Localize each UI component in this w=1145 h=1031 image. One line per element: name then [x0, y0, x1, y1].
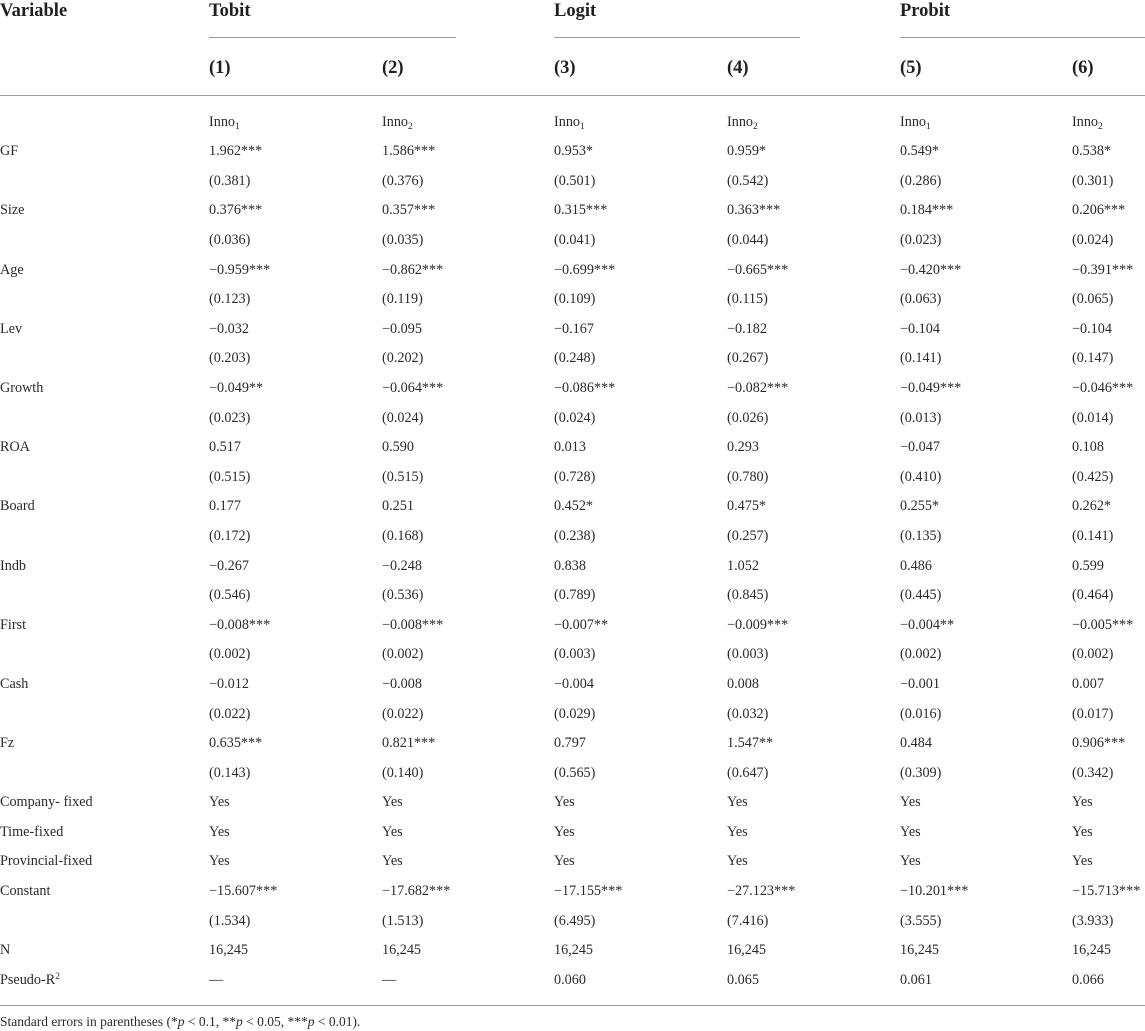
- coef-cell: 0.959*: [727, 143, 767, 159]
- coef-cell: 0.906***: [1072, 735, 1126, 751]
- n-cell: 16,245: [554, 942, 594, 958]
- coef-cell: −0.032: [209, 321, 249, 337]
- se-cell: (0.002): [382, 646, 424, 662]
- se-cell: (0.024): [1072, 232, 1114, 248]
- se-cell: (3.933): [1072, 913, 1114, 929]
- se-cell: (0.036): [209, 232, 251, 248]
- dep-var-3: Inno$_1$: [554, 114, 585, 132]
- tobit-underline: [209, 37, 456, 38]
- coef-cell: −0.248: [382, 558, 422, 574]
- coef-cell: −15.607***: [209, 883, 278, 899]
- coef-cell: −0.959***: [209, 262, 271, 278]
- coef-cell: −10.201***: [900, 883, 969, 899]
- coef-cell: −0.008***: [209, 617, 271, 633]
- group-header-tobit: Tobit: [209, 1, 251, 21]
- se-cell: (0.123): [209, 291, 251, 307]
- se-cell: (0.035): [382, 232, 424, 248]
- se-cell: (0.238): [554, 528, 596, 544]
- coef-cell: 0.013: [554, 439, 586, 455]
- coef-cell: −0.699***: [554, 262, 616, 278]
- se-cell: (0.565): [554, 765, 596, 781]
- se-cell: (0.143): [209, 765, 251, 781]
- se-cell: (0.501): [554, 173, 596, 189]
- coef-cell: 0.821***: [382, 735, 436, 751]
- se-cell: (0.003): [727, 646, 769, 662]
- se-cell: (0.023): [900, 232, 942, 248]
- se-cell: (0.115): [727, 291, 768, 307]
- coef-cell: −0.095: [382, 321, 422, 337]
- se-cell: (0.002): [1072, 646, 1114, 662]
- coef-cell: −0.012: [209, 676, 249, 692]
- coef-cell: 1.962***: [209, 143, 263, 159]
- dep-var-2: Inno$_2$: [382, 114, 413, 132]
- group-header-logit: Logit: [554, 1, 597, 21]
- coef-cell: −0.665***: [727, 262, 789, 278]
- se-cell: (0.147): [1072, 350, 1114, 366]
- se-cell: (0.022): [209, 706, 251, 722]
- fixed-cell: Yes: [900, 853, 921, 869]
- se-cell: (0.342): [1072, 765, 1114, 781]
- coef-cell: −0.167: [554, 321, 594, 337]
- coef-cell: −0.046***: [1072, 380, 1134, 396]
- se-cell: (0.109): [554, 291, 596, 307]
- se-cell: (0.410): [900, 469, 942, 485]
- fixed-cell: Yes: [382, 824, 403, 840]
- coef-cell: 0.475*: [727, 498, 767, 514]
- se-cell: (0.789): [554, 587, 596, 603]
- se-cell: (0.044): [727, 232, 769, 248]
- coef-cell: −0.086***: [554, 380, 616, 396]
- coef-cell: 1.052: [727, 558, 759, 574]
- se-cell: (0.014): [1072, 410, 1114, 426]
- coef-cell: −17.155***: [554, 883, 623, 899]
- coef-cell: 0.008: [727, 676, 759, 692]
- column-header-1: (1): [209, 58, 231, 78]
- coef-cell: 0.293: [727, 439, 759, 455]
- coef-cell: 0.262*: [1072, 498, 1112, 514]
- coef-cell: −0.049**: [209, 380, 264, 396]
- coef-cell: −27.123***: [727, 883, 796, 899]
- bottom-rule: [0, 1005, 1145, 1006]
- row-label: Fz: [0, 735, 15, 751]
- coef-cell: 0.251: [382, 498, 414, 514]
- se-cell: (0.002): [209, 646, 251, 662]
- coef-cell: −0.064***: [382, 380, 444, 396]
- se-cell: (0.542): [727, 173, 769, 189]
- row-label: Lev: [0, 321, 23, 337]
- column-header-4: (4): [727, 58, 749, 78]
- fixed-cell: Yes: [727, 853, 748, 869]
- row-label: ROA: [0, 439, 30, 455]
- fixed-cell: Yes: [209, 853, 230, 869]
- coef-cell: 0.184***: [900, 202, 954, 218]
- coef-cell: 0.177: [209, 498, 241, 514]
- n-cell: 16,245: [1072, 942, 1112, 958]
- coef-cell: 0.590: [382, 439, 414, 455]
- se-cell: (0.536): [382, 587, 424, 603]
- coef-cell: 0.452*: [554, 498, 594, 514]
- coef-cell: −0.862***: [382, 262, 444, 278]
- coef-cell: −0.004: [554, 676, 594, 692]
- coef-cell: −0.005***: [1072, 617, 1134, 633]
- coef-cell: 1.547**: [727, 735, 774, 751]
- se-cell: (0.140): [382, 765, 424, 781]
- column-header-2: (2): [382, 58, 404, 78]
- coef-cell: −0.182: [727, 321, 767, 337]
- probit-underline: [900, 37, 1145, 38]
- se-cell: (0.017): [1072, 706, 1114, 722]
- coef-cell: 0.206***: [1072, 202, 1126, 218]
- dep-var-1: Inno$_1$: [209, 114, 240, 132]
- group-header-probit: Probit: [900, 1, 951, 21]
- coef-cell: −0.001: [900, 676, 940, 692]
- coef-cell: 0.007: [1072, 676, 1104, 692]
- n-cell: 16,245: [382, 942, 422, 958]
- column-header-3: (3): [554, 58, 576, 78]
- se-cell: (0.002): [900, 646, 942, 662]
- se-cell: (0.301): [1072, 173, 1114, 189]
- coef-cell: 0.357***: [382, 202, 436, 218]
- coef-cell: −0.009***: [727, 617, 789, 633]
- coef-cell: −15.713***: [1072, 883, 1141, 899]
- coef-cell: −0.420***: [900, 262, 962, 278]
- coef-cell: 0.484: [900, 735, 932, 751]
- se-cell: (0.063): [900, 291, 942, 307]
- fixed-cell: Yes: [727, 824, 748, 840]
- se-cell: (0.515): [382, 469, 424, 485]
- fixed-cell: Yes: [1072, 853, 1093, 869]
- logit-underline: [554, 37, 800, 38]
- se-cell: (0.286): [900, 173, 942, 189]
- se-cell: (0.203): [209, 350, 251, 366]
- se-cell: (0.135): [900, 528, 942, 544]
- dep-var-5: Inno$_1$: [900, 114, 931, 132]
- column-header-6: (6): [1072, 58, 1094, 78]
- se-cell: (0.026): [727, 410, 769, 426]
- fixed-cell: Yes: [1072, 794, 1093, 810]
- n-cell: 16,245: [727, 942, 767, 958]
- se-cell: (0.022): [382, 706, 424, 722]
- se-cell: (0.029): [554, 706, 596, 722]
- r2-cell: 0.060: [554, 972, 586, 988]
- se-cell: (1.513): [382, 913, 424, 929]
- se-cell: (0.172): [209, 528, 251, 544]
- r2-cell: 0.061: [900, 972, 932, 988]
- coef-cell: −0.008: [382, 676, 422, 692]
- se-cell: (0.248): [554, 350, 596, 366]
- r2-cell: 0.066: [1072, 972, 1104, 988]
- coef-cell: −0.104: [1072, 321, 1112, 337]
- se-cell: (3.555): [900, 913, 942, 929]
- coef-cell: 1.586***: [382, 143, 436, 159]
- fixed-cell: Yes: [727, 794, 748, 810]
- se-cell: (0.013): [900, 410, 942, 426]
- se-cell: (0.376): [382, 173, 424, 189]
- row-label: GF: [0, 143, 19, 159]
- se-cell: (0.445): [900, 587, 942, 603]
- se-cell: (0.546): [209, 587, 251, 603]
- se-cell: (0.003): [554, 646, 596, 662]
- se-cell: (0.141): [1072, 528, 1114, 544]
- se-cell: (0.202): [382, 350, 424, 366]
- row-label: Company- fixed: [0, 794, 93, 810]
- coef-cell: −0.047: [900, 439, 940, 455]
- row-label: Indb: [0, 558, 27, 574]
- coef-cell: 0.635***: [209, 735, 263, 751]
- se-cell: (0.041): [554, 232, 596, 248]
- n-cell: 16,245: [900, 942, 940, 958]
- se-cell: (0.464): [1072, 587, 1114, 603]
- coef-cell: −0.004**: [900, 617, 955, 633]
- se-cell: (0.023): [209, 410, 251, 426]
- fixed-cell: Yes: [900, 794, 921, 810]
- fixed-cell: Yes: [382, 794, 403, 810]
- coef-cell: 0.838: [554, 558, 586, 574]
- se-cell: (0.845): [727, 587, 769, 603]
- row-label: N: [0, 942, 11, 958]
- r2-cell: —: [382, 972, 397, 988]
- dep-var-4: Inno$_2$: [727, 114, 758, 132]
- coef-cell: 0.549*: [900, 143, 940, 159]
- se-cell: (0.032): [727, 706, 769, 722]
- coef-cell: 0.599: [1072, 558, 1104, 574]
- coef-cell: −0.008***: [382, 617, 444, 633]
- se-cell: (0.515): [209, 469, 251, 485]
- row-label: First: [0, 617, 27, 633]
- coef-cell: 0.255*: [900, 498, 940, 514]
- row-label: Provincial-fixed: [0, 853, 93, 869]
- coef-cell: 0.315***: [554, 202, 608, 218]
- fixed-cell: Yes: [382, 853, 403, 869]
- coef-cell: 0.363***: [727, 202, 781, 218]
- coef-cell: −0.391***: [1072, 262, 1134, 278]
- coef-cell: 0.486: [900, 558, 932, 574]
- dep-var-6: Inno$_2$: [1072, 114, 1103, 132]
- coef-cell: −0.082***: [727, 380, 789, 396]
- row-label: Growth: [0, 380, 44, 396]
- se-cell: (0.780): [727, 469, 769, 485]
- coef-cell: −0.104: [900, 321, 940, 337]
- se-cell: (0.141): [900, 350, 942, 366]
- se-cell: (6.495): [554, 913, 596, 929]
- fixed-cell: Yes: [554, 853, 575, 869]
- row-label: Size: [0, 202, 25, 218]
- se-cell: (0.119): [382, 291, 423, 307]
- row-label: Age: [0, 262, 24, 278]
- row-label: Cash: [0, 676, 29, 692]
- header-rule: [0, 95, 1145, 96]
- coef-cell: −0.267: [209, 558, 249, 574]
- coef-cell: 0.517: [209, 439, 241, 455]
- coef-cell: 0.538*: [1072, 143, 1112, 159]
- coef-cell: −17.682***: [382, 883, 451, 899]
- r2-cell: —: [209, 972, 224, 988]
- fixed-cell: Yes: [209, 794, 230, 810]
- table-footnote: Standard errors in parentheses (*p < 0.1, **p < 0.05, ***p < 0.01).: [0, 1014, 361, 1029]
- fixed-cell: Yes: [1072, 824, 1093, 840]
- n-cell: 16,245: [209, 942, 249, 958]
- se-cell: (0.267): [727, 350, 769, 366]
- se-cell: (0.065): [1072, 291, 1114, 307]
- se-cell: (0.257): [727, 528, 769, 544]
- se-cell: (0.024): [554, 410, 596, 426]
- se-cell: (0.425): [1072, 469, 1114, 485]
- se-cell: (7.416): [727, 913, 769, 929]
- row-label: Board: [0, 498, 35, 514]
- fixed-cell: Yes: [209, 824, 230, 840]
- se-cell: (0.381): [209, 173, 251, 189]
- row-label: Time-fixed: [0, 824, 64, 840]
- coef-cell: −0.049***: [900, 380, 962, 396]
- coef-cell: −0.007**: [554, 617, 609, 633]
- variable-header: Variable: [0, 1, 68, 21]
- coef-cell: 0.953*: [554, 143, 594, 159]
- se-cell: (1.534): [209, 913, 251, 929]
- fixed-cell: Yes: [900, 824, 921, 840]
- r2-cell: 0.065: [727, 972, 759, 988]
- se-cell: (0.168): [382, 528, 424, 544]
- coef-cell: 0.797: [554, 735, 586, 751]
- column-header-5: (5): [900, 58, 922, 78]
- row-label: Pseudo-$R^2$: [0, 972, 60, 988]
- se-cell: (0.024): [382, 410, 424, 426]
- se-cell: (0.016): [900, 706, 942, 722]
- fixed-cell: Yes: [554, 794, 575, 810]
- coef-cell: 0.108: [1072, 439, 1104, 455]
- se-cell: (0.647): [727, 765, 769, 781]
- se-cell: (0.309): [900, 765, 942, 781]
- row-label: Constant: [0, 883, 51, 899]
- fixed-cell: Yes: [554, 824, 575, 840]
- coef-cell: 0.376***: [209, 202, 263, 218]
- se-cell: (0.728): [554, 469, 596, 485]
